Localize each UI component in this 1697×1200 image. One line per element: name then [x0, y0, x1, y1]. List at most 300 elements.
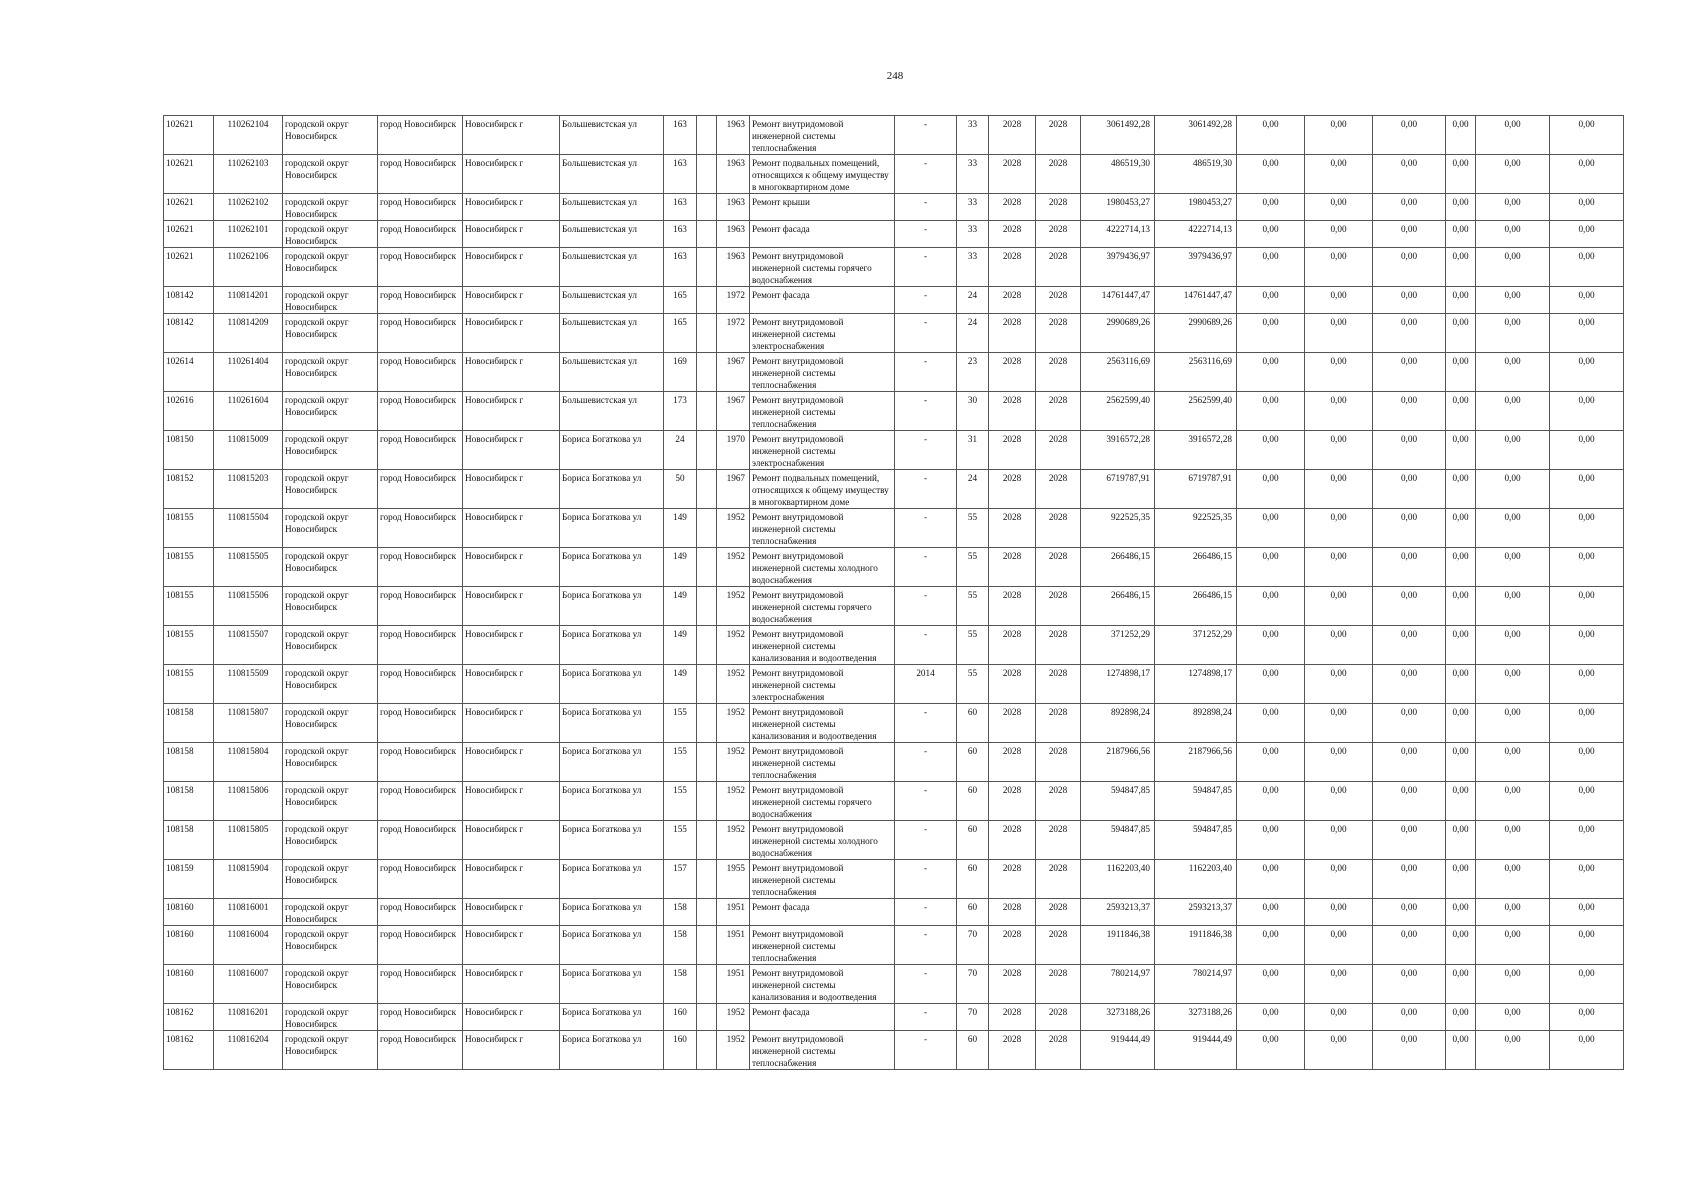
cell-other-source-1: 0,00: [1476, 926, 1550, 965]
cell-budget-regional: 0,00: [1305, 509, 1373, 548]
cell-wear-percent: 55: [957, 587, 989, 626]
cell-street: Бориса Богаткова ул: [560, 509, 664, 548]
cell-fund-cost: 3273188,26: [1155, 1004, 1237, 1031]
cell-work-type: Ремонт внутридомовой инженерной системы теплоснабжения: [750, 926, 895, 965]
cell-record-id: 108162: [164, 1031, 214, 1070]
cell-budget-federal: 0,00: [1237, 353, 1305, 392]
cell-previous-repair-year: -: [895, 899, 957, 926]
cell-budget-regional: 0,00: [1305, 926, 1373, 965]
cell-municipality: городской округ Новосибирск: [283, 821, 378, 860]
cell-previous-repair-year: -: [895, 470, 957, 509]
cell-house-number: 149: [664, 548, 697, 587]
cell-plan-year-end: 2028: [1036, 287, 1081, 314]
cell-owners-extra: 0,00: [1446, 287, 1476, 314]
cell-fund-cost: 2593213,37: [1155, 899, 1237, 926]
cell-house-number: 160: [664, 1004, 697, 1031]
cell-plan-year-start: 2028: [989, 587, 1036, 626]
cell-work-type: Ремонт внутридомовой инженерной системы электроснабжения: [750, 431, 895, 470]
cell-work-id: 110815506: [214, 587, 283, 626]
cell-fund-cost: 2562599,40: [1155, 392, 1237, 431]
cell-plan-year-start: 2028: [989, 116, 1036, 155]
data-table: [163, 115, 1624, 1070]
cell-settlement: город Новосибирск: [378, 116, 463, 155]
cell-plan-year-end: 2028: [1036, 743, 1081, 782]
cell-previous-repair-year: -: [895, 743, 957, 782]
cell-building: [697, 548, 717, 587]
cell-budget-federal: 0,00: [1237, 821, 1305, 860]
cell-budget-local: 0,00: [1373, 248, 1446, 287]
cell-plan-year-end: 2028: [1036, 926, 1081, 965]
cell-building: [697, 626, 717, 665]
cell-municipality: городской округ Новосибирск: [283, 965, 378, 1004]
cell-fund-cost: 1162203,40: [1155, 860, 1237, 899]
cell-plan-year-start: 2028: [989, 1004, 1036, 1031]
cell-budget-federal: 0,00: [1237, 548, 1305, 587]
cell-wear-percent: 30: [957, 392, 989, 431]
cell-year-built: 1952: [717, 743, 750, 782]
cell-locality: Новосибирск г: [463, 965, 560, 1004]
cell-municipality: городской округ Новосибирск: [283, 470, 378, 509]
cell-previous-repair-year: -: [895, 194, 957, 221]
cell-total-cost: 486519,30: [1081, 155, 1155, 194]
cell-municipality: городской округ Новосибирск: [283, 194, 378, 221]
cell-previous-repair-year: -: [895, 548, 957, 587]
cell-street: Бориса Богаткова ул: [560, 704, 664, 743]
cell-budget-federal: 0,00: [1237, 287, 1305, 314]
cell-year-built: 1967: [717, 470, 750, 509]
cell-year-built: 1970: [717, 431, 750, 470]
cell-budget-federal: 0,00: [1237, 116, 1305, 155]
cell-budget-federal: 0,00: [1237, 392, 1305, 431]
cell-budget-regional: 0,00: [1305, 1031, 1373, 1070]
cell-total-cost: 1911846,38: [1081, 926, 1155, 965]
cell-building: [697, 155, 717, 194]
cell-street: Бориса Богаткова ул: [560, 431, 664, 470]
cell-plan-year-end: 2028: [1036, 965, 1081, 1004]
cell-wear-percent: 33: [957, 248, 989, 287]
cell-building: [697, 965, 717, 1004]
cell-wear-percent: 70: [957, 1004, 989, 1031]
cell-owners-extra: 0,00: [1446, 248, 1476, 287]
cell-locality: Новосибирск г: [463, 353, 560, 392]
cell-total-cost: 2562599,40: [1081, 392, 1155, 431]
cell-plan-year-start: 2028: [989, 392, 1036, 431]
cell-year-built: 1952: [717, 782, 750, 821]
cell-budget-regional: 0,00: [1305, 965, 1373, 1004]
cell-record-id: 108152: [164, 470, 214, 509]
cell-work-type: Ремонт внутридомовой инженерной системы канализования и водоотведения: [750, 704, 895, 743]
cell-house-number: 165: [664, 287, 697, 314]
cell-locality: Новосибирск г: [463, 665, 560, 704]
cell-locality: Новосибирск г: [463, 116, 560, 155]
cell-work-id: 110816001: [214, 899, 283, 926]
cell-work-id: 110815904: [214, 860, 283, 899]
cell-owners-extra: 0,00: [1446, 587, 1476, 626]
cell-other-source-2: 0,00: [1550, 221, 1624, 248]
cell-work-type: Ремонт внутридомовой инженерной системы теплоснабжения: [750, 509, 895, 548]
cell-wear-percent: 55: [957, 626, 989, 665]
cell-settlement: город Новосибирск: [378, 194, 463, 221]
cell-previous-repair-year: -: [895, 248, 957, 287]
cell-budget-regional: 0,00: [1305, 704, 1373, 743]
cell-locality: Новосибирск г: [463, 509, 560, 548]
cell-total-cost: 780214,97: [1081, 965, 1155, 1004]
cell-other-source-2: 0,00: [1550, 470, 1624, 509]
cell-other-source-1: 0,00: [1476, 287, 1550, 314]
cell-building: [697, 509, 717, 548]
cell-previous-repair-year: -: [895, 509, 957, 548]
table-row: [164, 860, 1624, 899]
cell-plan-year-start: 2028: [989, 548, 1036, 587]
cell-work-type: Ремонт внутридомовой инженерной системы теплоснабжения: [750, 116, 895, 155]
cell-house-number: 163: [664, 155, 697, 194]
cell-owners-extra: 0,00: [1446, 704, 1476, 743]
cell-previous-repair-year: -: [895, 704, 957, 743]
cell-other-source-2: 0,00: [1550, 509, 1624, 548]
cell-locality: Новосибирск г: [463, 926, 560, 965]
cell-owners-extra: 0,00: [1446, 353, 1476, 392]
cell-wear-percent: 33: [957, 155, 989, 194]
cell-other-source-1: 0,00: [1476, 965, 1550, 1004]
cell-municipality: городской округ Новосибирск: [283, 926, 378, 965]
cell-owners-extra: 0,00: [1446, 665, 1476, 704]
cell-municipality: городской округ Новосибирск: [283, 248, 378, 287]
cell-plan-year-start: 2028: [989, 899, 1036, 926]
cell-year-built: 1952: [717, 509, 750, 548]
cell-settlement: город Новосибирск: [378, 431, 463, 470]
cell-fund-cost: 1980453,27: [1155, 194, 1237, 221]
cell-building: [697, 1004, 717, 1031]
cell-record-id: 102616: [164, 392, 214, 431]
cell-building: [697, 587, 717, 626]
cell-record-id: 108162: [164, 1004, 214, 1031]
cell-municipality: городской округ Новосибирск: [283, 221, 378, 248]
cell-house-number: 157: [664, 860, 697, 899]
cell-budget-local: 0,00: [1373, 548, 1446, 587]
cell-work-type: Ремонт внутридомовой инженерной системы холодного водоснабжения: [750, 548, 895, 587]
cell-work-type: Ремонт внутридомовой инженерной системы горячего водоснабжения: [750, 782, 895, 821]
cell-fund-cost: 14761447,47: [1155, 287, 1237, 314]
cell-work-type: Ремонт внутридомовой инженерной системы теплоснабжения: [750, 392, 895, 431]
cell-budget-federal: 0,00: [1237, 221, 1305, 248]
cell-budget-federal: 0,00: [1237, 626, 1305, 665]
cell-other-source-1: 0,00: [1476, 194, 1550, 221]
cell-previous-repair-year: -: [895, 392, 957, 431]
cell-locality: Новосибирск г: [463, 248, 560, 287]
cell-plan-year-end: 2028: [1036, 314, 1081, 353]
cell-plan-year-start: 2028: [989, 821, 1036, 860]
cell-building: [697, 221, 717, 248]
cell-record-id: 108158: [164, 782, 214, 821]
cell-building: [697, 782, 717, 821]
cell-work-type: Ремонт фасада: [750, 287, 895, 314]
cell-other-source-2: 0,00: [1550, 743, 1624, 782]
cell-municipality: городской округ Новосибирск: [283, 509, 378, 548]
cell-settlement: город Новосибирск: [378, 899, 463, 926]
cell-locality: Новосибирск г: [463, 899, 560, 926]
cell-previous-repair-year: -: [895, 431, 957, 470]
cell-house-number: 158: [664, 899, 697, 926]
cell-budget-local: 0,00: [1373, 860, 1446, 899]
cell-budget-regional: 0,00: [1305, 431, 1373, 470]
cell-plan-year-start: 2028: [989, 743, 1036, 782]
cell-owners-extra: 0,00: [1446, 509, 1476, 548]
cell-building: [697, 392, 717, 431]
cell-budget-federal: 0,00: [1237, 431, 1305, 470]
cell-previous-repair-year: -: [895, 626, 957, 665]
cell-budget-local: 0,00: [1373, 392, 1446, 431]
cell-record-id: 108160: [164, 965, 214, 1004]
cell-municipality: городской округ Новосибирск: [283, 116, 378, 155]
cell-work-id: 110814209: [214, 314, 283, 353]
table-row: [164, 194, 1624, 221]
cell-municipality: городской округ Новосибирск: [283, 899, 378, 926]
cell-house-number: 169: [664, 353, 697, 392]
cell-locality: Новосибирск г: [463, 155, 560, 194]
cell-budget-local: 0,00: [1373, 821, 1446, 860]
cell-plan-year-end: 2028: [1036, 431, 1081, 470]
cell-record-id: 108158: [164, 743, 214, 782]
cell-previous-repair-year: -: [895, 1031, 957, 1070]
cell-street: Бориса Богаткова ул: [560, 1031, 664, 1070]
table-row: [164, 155, 1624, 194]
cell-budget-regional: 0,00: [1305, 194, 1373, 221]
cell-work-id: 110816204: [214, 1031, 283, 1070]
cell-record-id: 108160: [164, 899, 214, 926]
cell-budget-regional: 0,00: [1305, 587, 1373, 626]
cell-fund-cost: 1911846,38: [1155, 926, 1237, 965]
cell-other-source-1: 0,00: [1476, 548, 1550, 587]
cell-work-id: 110815203: [214, 470, 283, 509]
table-row: [164, 587, 1624, 626]
cell-budget-regional: 0,00: [1305, 821, 1373, 860]
cell-plan-year-start: 2028: [989, 665, 1036, 704]
cell-wear-percent: 24: [957, 287, 989, 314]
cell-budget-regional: 0,00: [1305, 743, 1373, 782]
cell-budget-regional: 0,00: [1305, 287, 1373, 314]
cell-budget-local: 0,00: [1373, 704, 1446, 743]
cell-budget-local: 0,00: [1373, 1031, 1446, 1070]
cell-budget-local: 0,00: [1373, 587, 1446, 626]
cell-total-cost: 922525,35: [1081, 509, 1155, 548]
cell-budget-local: 0,00: [1373, 116, 1446, 155]
cell-plan-year-start: 2028: [989, 221, 1036, 248]
cell-total-cost: 3916572,28: [1081, 431, 1155, 470]
cell-other-source-2: 0,00: [1550, 926, 1624, 965]
cell-plan-year-end: 2028: [1036, 353, 1081, 392]
cell-work-id: 110815807: [214, 704, 283, 743]
cell-municipality: городской округ Новосибирск: [283, 1031, 378, 1070]
cell-budget-regional: 0,00: [1305, 116, 1373, 155]
cell-settlement: город Новосибирск: [378, 926, 463, 965]
cell-house-number: 173: [664, 392, 697, 431]
cell-previous-repair-year: -: [895, 314, 957, 353]
cell-locality: Новосибирск г: [463, 392, 560, 431]
cell-budget-local: 0,00: [1373, 431, 1446, 470]
cell-fund-cost: 3979436,97: [1155, 248, 1237, 287]
cell-budget-regional: 0,00: [1305, 353, 1373, 392]
cell-municipality: городской округ Новосибирск: [283, 353, 378, 392]
cell-budget-federal: 0,00: [1237, 194, 1305, 221]
cell-work-id: 110816007: [214, 965, 283, 1004]
cell-record-id: 108158: [164, 821, 214, 860]
cell-wear-percent: 60: [957, 704, 989, 743]
cell-budget-federal: 0,00: [1237, 587, 1305, 626]
cell-plan-year-start: 2028: [989, 155, 1036, 194]
cell-owners-extra: 0,00: [1446, 821, 1476, 860]
cell-budget-federal: 0,00: [1237, 1031, 1305, 1070]
cell-record-id: 108158: [164, 704, 214, 743]
cell-work-type: Ремонт внутридомовой инженерной системы горячего водоснабжения: [750, 587, 895, 626]
cell-year-built: 1963: [717, 116, 750, 155]
table-body: [164, 116, 1624, 1070]
cell-settlement: город Новосибирск: [378, 626, 463, 665]
cell-owners-extra: 0,00: [1446, 1004, 1476, 1031]
cell-fund-cost: 4222714,13: [1155, 221, 1237, 248]
cell-settlement: город Новосибирск: [378, 221, 463, 248]
cell-other-source-2: 0,00: [1550, 860, 1624, 899]
cell-budget-regional: 0,00: [1305, 470, 1373, 509]
cell-fund-cost: 266486,15: [1155, 548, 1237, 587]
cell-municipality: городской округ Новосибирск: [283, 314, 378, 353]
cell-plan-year-end: 2028: [1036, 782, 1081, 821]
cell-municipality: городской округ Новосибирск: [283, 743, 378, 782]
cell-settlement: город Новосибирск: [378, 665, 463, 704]
cell-work-id: 110814201: [214, 287, 283, 314]
cell-total-cost: 892898,24: [1081, 704, 1155, 743]
cell-house-number: 155: [664, 743, 697, 782]
cell-work-id: 110816201: [214, 1004, 283, 1031]
cell-total-cost: 594847,85: [1081, 821, 1155, 860]
cell-work-type: Ремонт внутридомовой инженерной системы электроснабжения: [750, 314, 895, 353]
cell-settlement: город Новосибирск: [378, 860, 463, 899]
cell-street: Бориса Богаткова ул: [560, 743, 664, 782]
cell-street: Бориса Богаткова ул: [560, 821, 664, 860]
table-row: [164, 626, 1624, 665]
cell-street: Большевистская ул: [560, 194, 664, 221]
cell-previous-repair-year: -: [895, 782, 957, 821]
cell-record-id: 102621: [164, 248, 214, 287]
cell-owners-extra: 0,00: [1446, 926, 1476, 965]
cell-building: [697, 194, 717, 221]
cell-year-built: 1952: [717, 587, 750, 626]
cell-other-source-2: 0,00: [1550, 899, 1624, 926]
cell-other-source-1: 0,00: [1476, 155, 1550, 194]
cell-budget-local: 0,00: [1373, 665, 1446, 704]
cell-other-source-1: 0,00: [1476, 509, 1550, 548]
cell-record-id: 108155: [164, 665, 214, 704]
table-row: [164, 353, 1624, 392]
cell-building: [697, 899, 717, 926]
cell-street: Бориса Богаткова ул: [560, 899, 664, 926]
cell-street: Большевистская ул: [560, 248, 664, 287]
cell-budget-federal: 0,00: [1237, 743, 1305, 782]
cell-work-id: 110261404: [214, 353, 283, 392]
cell-budget-regional: 0,00: [1305, 626, 1373, 665]
cell-plan-year-start: 2028: [989, 626, 1036, 665]
cell-house-number: 158: [664, 965, 697, 1004]
cell-street: Большевистская ул: [560, 314, 664, 353]
cell-record-id: 108159: [164, 860, 214, 899]
cell-record-id: 108142: [164, 287, 214, 314]
cell-municipality: городской округ Новосибирск: [283, 155, 378, 194]
cell-house-number: 155: [664, 704, 697, 743]
cell-plan-year-start: 2028: [989, 782, 1036, 821]
table-row: [164, 965, 1624, 1004]
cell-settlement: город Новосибирск: [378, 587, 463, 626]
cell-year-built: 1951: [717, 926, 750, 965]
cell-fund-cost: 6719787,91: [1155, 470, 1237, 509]
cell-budget-regional: 0,00: [1305, 1004, 1373, 1031]
table-row: [164, 509, 1624, 548]
cell-locality: Новосибирск г: [463, 860, 560, 899]
cell-settlement: город Новосибирск: [378, 155, 463, 194]
cell-other-source-1: 0,00: [1476, 392, 1550, 431]
cell-fund-cost: 3916572,28: [1155, 431, 1237, 470]
cell-other-source-1: 0,00: [1476, 860, 1550, 899]
cell-total-cost: 6719787,91: [1081, 470, 1155, 509]
cell-building: [697, 743, 717, 782]
cell-record-id: 108155: [164, 587, 214, 626]
cell-street: Бориса Богаткова ул: [560, 665, 664, 704]
cell-other-source-2: 0,00: [1550, 248, 1624, 287]
cell-fund-cost: 922525,35: [1155, 509, 1237, 548]
cell-house-number: 149: [664, 665, 697, 704]
cell-budget-federal: 0,00: [1237, 470, 1305, 509]
cell-year-built: 1972: [717, 314, 750, 353]
cell-other-source-2: 0,00: [1550, 155, 1624, 194]
cell-fund-cost: 780214,97: [1155, 965, 1237, 1004]
cell-plan-year-end: 2028: [1036, 155, 1081, 194]
cell-other-source-1: 0,00: [1476, 1004, 1550, 1031]
cell-budget-regional: 0,00: [1305, 782, 1373, 821]
cell-work-id: 110815505: [214, 548, 283, 587]
cell-settlement: город Новосибирск: [378, 743, 463, 782]
cell-budget-regional: 0,00: [1305, 548, 1373, 587]
cell-other-source-2: 0,00: [1550, 782, 1624, 821]
cell-work-id: 110262104: [214, 116, 283, 155]
cell-wear-percent: 55: [957, 509, 989, 548]
cell-building: [697, 926, 717, 965]
cell-other-source-2: 0,00: [1550, 965, 1624, 1004]
cell-budget-federal: 0,00: [1237, 782, 1305, 821]
cell-street: Бориса Богаткова ул: [560, 587, 664, 626]
cell-record-id: 102621: [164, 155, 214, 194]
cell-total-cost: 3273188,26: [1081, 1004, 1155, 1031]
cell-other-source-2: 0,00: [1550, 287, 1624, 314]
cell-other-source-1: 0,00: [1476, 626, 1550, 665]
cell-building: [697, 287, 717, 314]
cell-street: Бориса Богаткова ул: [560, 860, 664, 899]
cell-budget-federal: 0,00: [1237, 860, 1305, 899]
cell-settlement: город Новосибирск: [378, 965, 463, 1004]
cell-year-built: 1952: [717, 1031, 750, 1070]
cell-municipality: городской округ Новосибирск: [283, 1004, 378, 1031]
cell-budget-federal: 0,00: [1237, 155, 1305, 194]
cell-record-id: 108142: [164, 314, 214, 353]
cell-locality: Новосибирск г: [463, 743, 560, 782]
cell-record-id: 108155: [164, 548, 214, 587]
cell-municipality: городской округ Новосибирск: [283, 626, 378, 665]
cell-total-cost: 919444,49: [1081, 1031, 1155, 1070]
cell-plan-year-end: 2028: [1036, 392, 1081, 431]
cell-house-number: 149: [664, 509, 697, 548]
cell-house-number: 163: [664, 116, 697, 155]
cell-work-id: 110815805: [214, 821, 283, 860]
cell-plan-year-end: 2028: [1036, 1004, 1081, 1031]
cell-budget-local: 0,00: [1373, 221, 1446, 248]
cell-other-source-2: 0,00: [1550, 665, 1624, 704]
